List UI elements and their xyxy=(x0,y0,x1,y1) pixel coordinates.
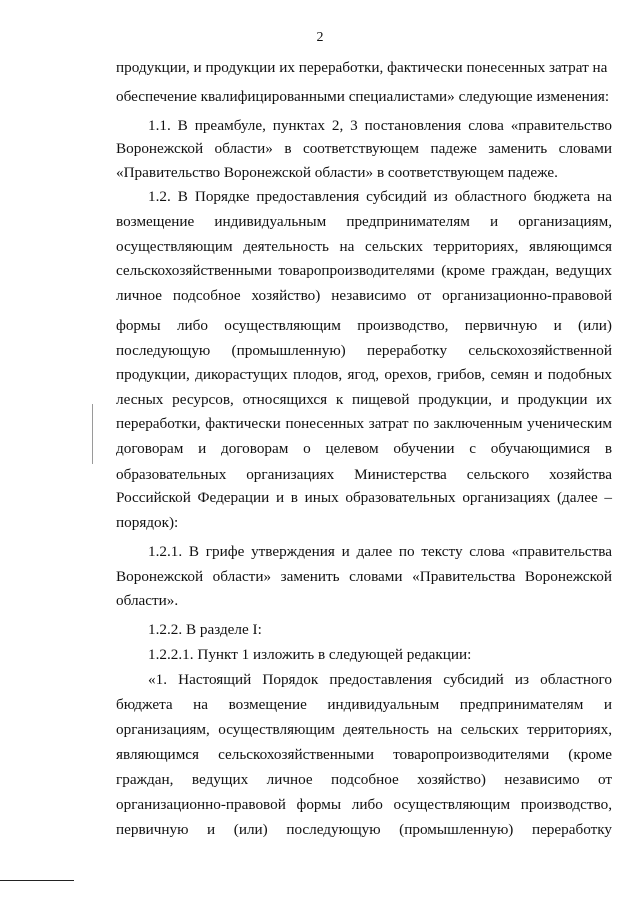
text-line: «Правительство Воронежской области» в соответствующем падеже. xyxy=(116,164,558,181)
footnote-rule xyxy=(0,880,74,881)
text-line: Воронежской области» заменить словами «Правительства Воронежской xyxy=(116,568,612,585)
text-line: продукции, и продукции их переработки, фактически понесенных затрат на xyxy=(116,59,608,76)
text-line: являющимся сельскохозяйственными товаропроизводителями (кроме xyxy=(116,746,612,763)
text-line: образовательных организациях Министерства сельского хозяйства xyxy=(116,466,612,483)
text-line: 1.2.1. В грифе утверждения и далее по тексту слова «правительства xyxy=(148,543,612,560)
text-line: организационно-правовой формы либо осуществляющим производство, xyxy=(116,796,612,813)
text-line: переработки, фактически понесенных затрат по заключенным ученическим xyxy=(116,415,612,432)
text-line: бюджета на возмещение индивидуальным предпринимателям и xyxy=(116,696,612,713)
text-line: возмещение индивидуальным предпринимателям и организациям, xyxy=(116,213,612,230)
text-line: договорам и договорам о целевом обучении с обучающимися в xyxy=(116,440,612,457)
margin-mark xyxy=(92,404,93,464)
text-line: осуществляющим деятельность на сельских территориях, являющимся xyxy=(116,238,612,255)
text-line: «1. Настоящий Порядок предоставления субсидий из областного xyxy=(148,671,612,688)
text-line: организациям, осуществляющим деятельность на сельских территориях, xyxy=(116,721,612,738)
text-line: продукции, дикорастущих плодов, ягод, орехов, грибов, семян и подобных xyxy=(116,366,612,383)
text-line: 1.1. В преамбуле, пунктах 2, 3 постановления слова «правительство xyxy=(148,117,612,134)
text-line: личное подсобное хозяйство) независимо от организационно-правовой xyxy=(116,287,612,304)
text-line: Воронежской области» в соответствующем падеже заменить словами xyxy=(116,140,612,157)
text-line: области». xyxy=(116,592,179,609)
text-line: 1.2.2.1. Пункт 1 изложить в следующей редакции: xyxy=(148,646,472,663)
page-number: 2 xyxy=(316,30,324,45)
text-line: сельскохозяйственными товаропроизводителями (кроме граждан, ведущих xyxy=(116,262,612,279)
text-line: 1.2.2. В разделе I: xyxy=(148,621,262,638)
text-line: 1.2. В Порядке предоставления субсидий из областного бюджета на xyxy=(148,188,612,205)
text-line: первичную и (или) последующую (промышленную) переработку xyxy=(116,821,612,838)
text-line: граждан, ведущих личное подсобное хозяйство) независимо от xyxy=(116,771,612,788)
text-line: формы либо осуществляющим производство, первичную и (или) xyxy=(116,317,612,334)
text-line: порядок): xyxy=(116,514,179,531)
text-line: обеспечение квалифицированными специалистами» следующие изменения: xyxy=(116,88,610,105)
text-line: лесных ресурсов, относящихся к пищевой продукции, и продукции их xyxy=(116,391,612,408)
text-line: Российской Федерации и в иных образовательных организациях (далее – xyxy=(116,489,612,506)
text-line: последующую (промышленную) переработку сельскохозяйственной xyxy=(116,342,612,359)
